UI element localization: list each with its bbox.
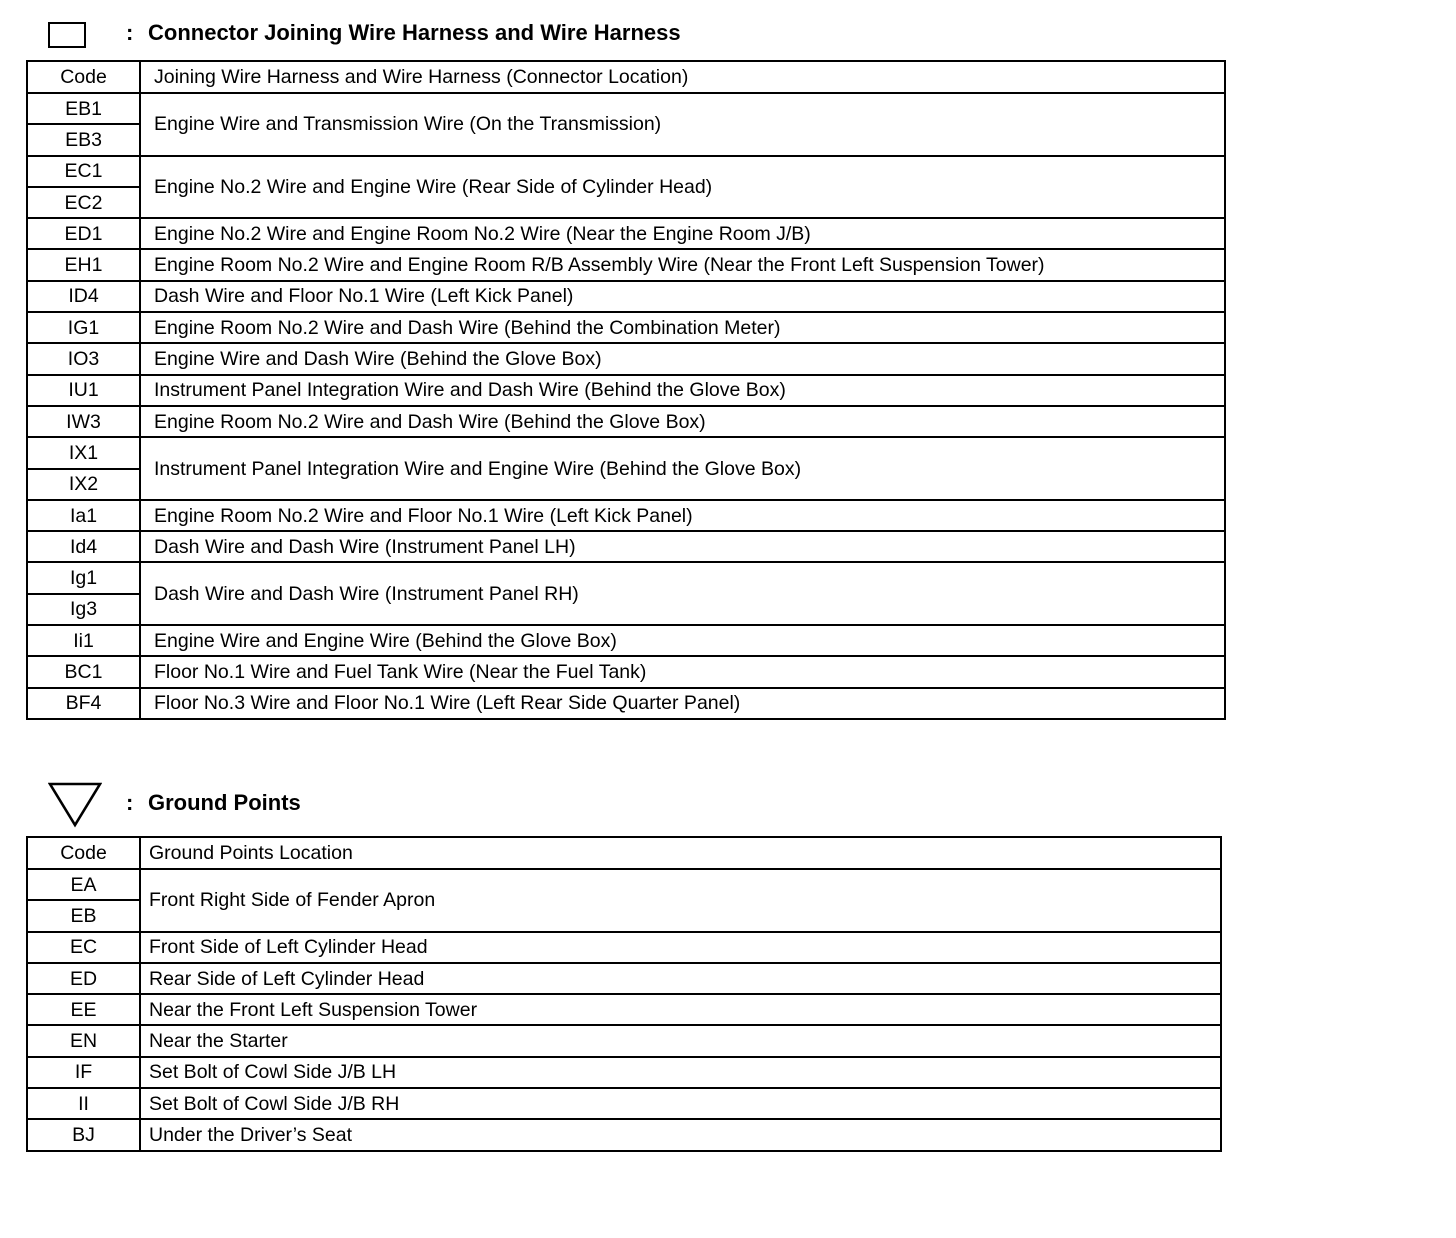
table-row <box>27 375 1225 406</box>
table-row <box>27 688 1225 719</box>
location-cell: Instrument Panel Integration Wire and Dash Wire (Behind the Glove Box) <box>140 375 1225 406</box>
code-cell: IF <box>27 1057 140 1088</box>
code-cell: EB1 <box>27 93 140 124</box>
code-cell: EB <box>27 900 140 931</box>
table-row <box>27 156 1225 187</box>
table-row <box>27 500 1225 531</box>
code-cell: Ia1 <box>27 500 140 531</box>
location-cell: Front Right Side of Fender Apron <box>140 869 1221 932</box>
code-cell: IX2 <box>27 469 140 500</box>
table-row <box>27 406 1225 437</box>
code-cell: II <box>27 1088 140 1119</box>
location-cell: Floor No.1 Wire and Fuel Tank Wire (Near the Fuel Tank) <box>140 656 1225 687</box>
code-column-header: Code <box>27 837 140 869</box>
code-cell: IU1 <box>27 375 140 406</box>
code-cell: EH1 <box>27 249 140 280</box>
location-cell: Engine Room No.2 Wire and Dash Wire (Behind the Glove Box) <box>140 406 1225 437</box>
code-cell: IX1 <box>27 437 140 468</box>
table-row <box>27 1088 1221 1119</box>
location-cell: Engine Room No.2 Wire and Engine Room R/B Assembly Wire (Near the Front Left Suspension Tower) <box>140 249 1225 280</box>
code-cell: IG1 <box>27 312 140 343</box>
location-cell: Set Bolt of Cowl Side J/B RH <box>140 1088 1221 1119</box>
code-cell: EC1 <box>27 156 140 187</box>
table-row <box>27 994 1221 1025</box>
square-outline-icon <box>48 22 86 48</box>
code-cell: EA <box>27 869 140 900</box>
code-cell: IW3 <box>27 406 140 437</box>
location-cell: Floor No.3 Wire and Floor No.1 Wire (Left Rear Side Quarter Panel) <box>140 688 1225 719</box>
code-cell: ED <box>27 963 140 994</box>
location-cell: Instrument Panel Integration Wire and Engine Wire (Behind the Glove Box) <box>140 437 1225 500</box>
location-cell: Near the Starter <box>140 1025 1221 1056</box>
location-cell: Engine No.2 Wire and Engine Room No.2 Wire (Near the Engine Room J/B) <box>140 218 1225 249</box>
location-cell: Rear Side of Left Cylinder Head <box>140 963 1221 994</box>
table-header-row <box>27 61 1225 93</box>
table-row <box>27 1119 1221 1150</box>
location-cell: Engine Room No.2 Wire and Dash Wire (Behind the Combination Meter) <box>140 312 1225 343</box>
ground-points-table <box>26 836 1222 1152</box>
location-cell: Under the Driver’s Seat <box>140 1119 1221 1150</box>
code-cell: Ii1 <box>27 625 140 656</box>
table-row <box>27 625 1225 656</box>
code-column-header: Code <box>27 61 140 93</box>
code-cell: BF4 <box>27 688 140 719</box>
code-cell: EE <box>27 994 140 1025</box>
table-row <box>27 531 1225 562</box>
location-cell: Engine Wire and Transmission Wire (On the Transmission) <box>140 93 1225 156</box>
table-row <box>27 93 1225 124</box>
table-row <box>27 343 1225 374</box>
table-header-row <box>27 837 1221 869</box>
table-row <box>27 562 1225 593</box>
table-row <box>27 312 1225 343</box>
triangle-down-outline-icon <box>48 782 102 828</box>
location-column-header: Ground Points Location <box>140 837 1221 869</box>
location-cell: Engine No.2 Wire and Engine Wire (Rear Side of Cylinder Head) <box>140 156 1225 219</box>
location-cell: Near the Front Left Suspension Tower <box>140 994 1221 1025</box>
code-cell: ID4 <box>27 281 140 312</box>
location-cell: Dash Wire and Dash Wire (Instrument Panel RH) <box>140 562 1225 625</box>
code-cell: Ig3 <box>27 594 140 625</box>
heading-colon: : <box>126 20 134 45</box>
location-cell: Dash Wire and Dash Wire (Instrument Panel LH) <box>140 531 1225 562</box>
table-row <box>27 218 1225 249</box>
code-cell: BC1 <box>27 656 140 687</box>
table-row <box>27 1025 1221 1056</box>
code-cell: BJ <box>27 1119 140 1150</box>
code-cell: IO3 <box>27 343 140 374</box>
location-cell: Dash Wire and Floor No.1 Wire (Left Kick Panel) <box>140 281 1225 312</box>
table-row <box>27 932 1221 963</box>
table-row <box>27 437 1225 468</box>
code-cell: EC <box>27 932 140 963</box>
code-cell: EC2 <box>27 187 140 218</box>
code-cell: EN <box>27 1025 140 1056</box>
table-row <box>27 281 1225 312</box>
table-row <box>27 656 1225 687</box>
location-cell: Set Bolt of Cowl Side J/B LH <box>140 1057 1221 1088</box>
table-row <box>27 869 1221 900</box>
code-cell: Ig1 <box>27 562 140 593</box>
table-row <box>27 1057 1221 1088</box>
table-row <box>27 963 1221 994</box>
location-column-header: Joining Wire Harness and Wire Harness (Connector Location) <box>140 61 1225 93</box>
connector-table <box>26 60 1226 720</box>
code-cell: ED1 <box>27 218 140 249</box>
location-cell: Front Side of Left Cylinder Head <box>140 932 1221 963</box>
location-cell: Engine Wire and Engine Wire (Behind the Glove Box) <box>140 625 1225 656</box>
ground-section-title: Ground Points <box>148 790 301 815</box>
table-row <box>27 249 1225 280</box>
connector-section-title: Connector Joining Wire Harness and Wire Harness <box>148 20 681 45</box>
location-cell: Engine Wire and Dash Wire (Behind the Glove Box) <box>140 343 1225 374</box>
code-cell: EB3 <box>27 124 140 155</box>
code-cell: Id4 <box>27 531 140 562</box>
location-cell: Engine Room No.2 Wire and Floor No.1 Wire (Left Kick Panel) <box>140 500 1225 531</box>
heading-colon: : <box>126 790 134 815</box>
